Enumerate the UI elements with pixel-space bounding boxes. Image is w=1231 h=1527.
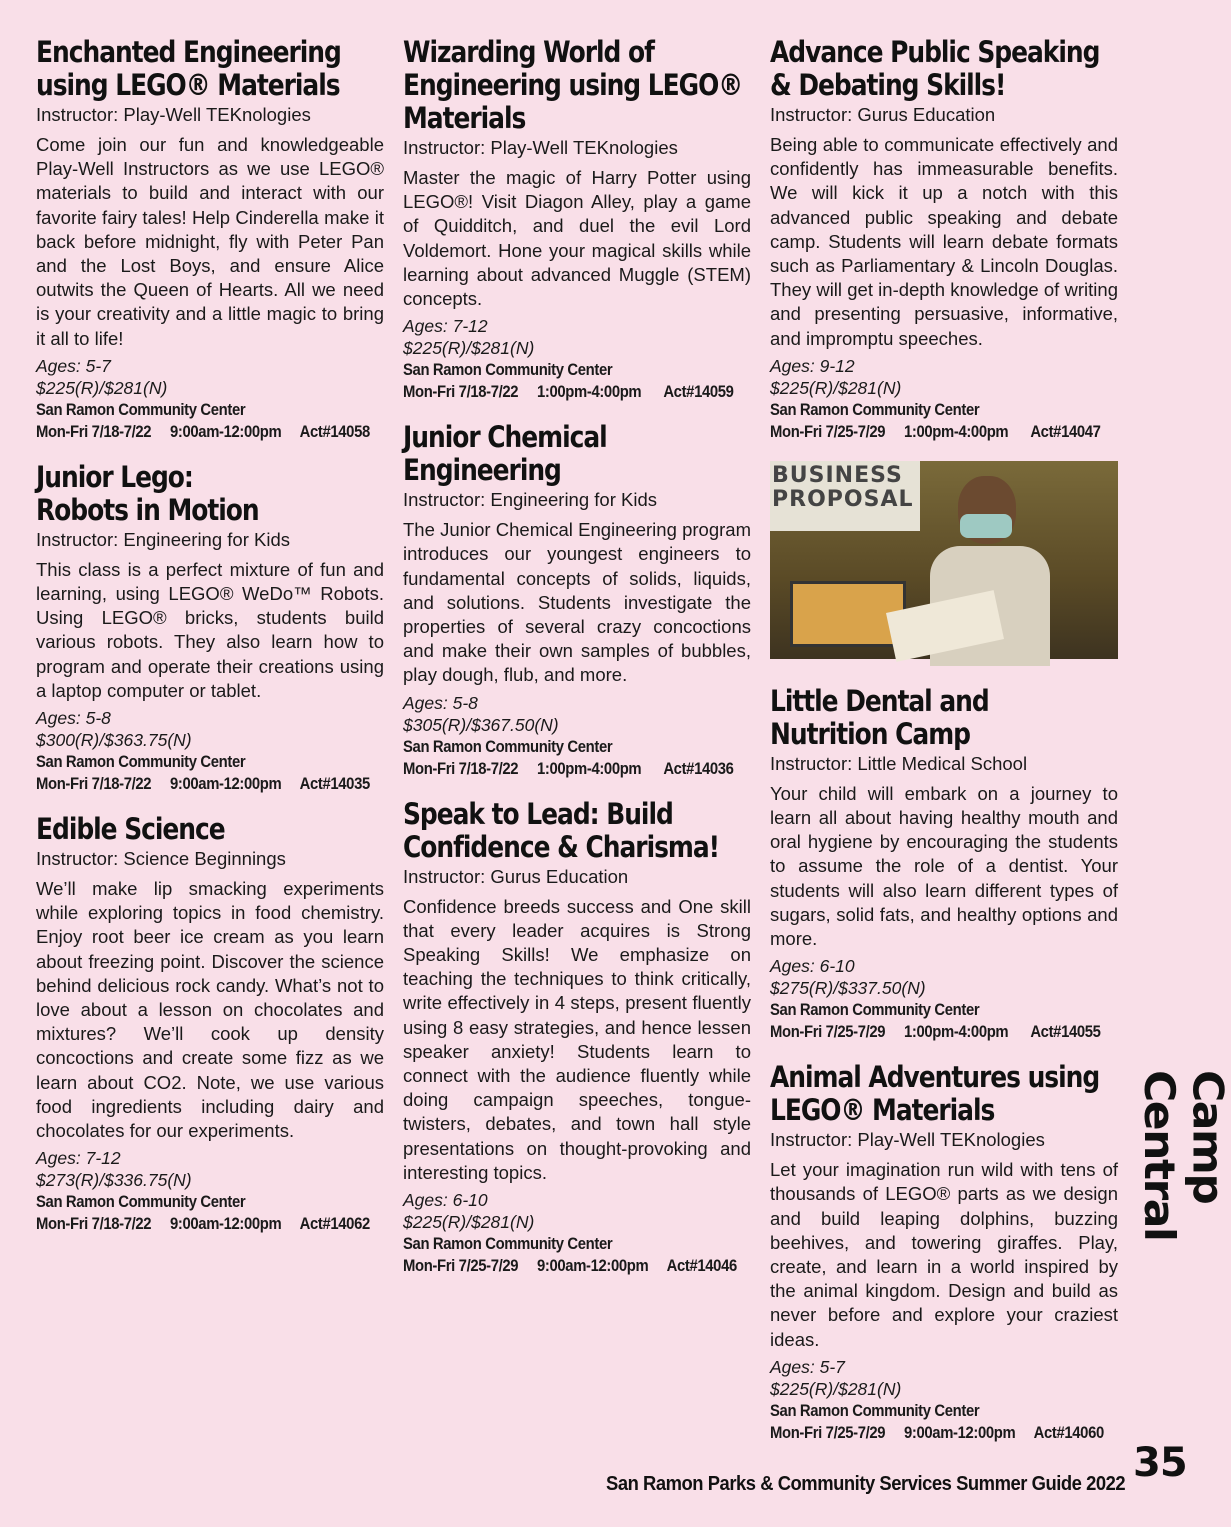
speech-photo: [770, 461, 1118, 659]
course-schedule: Mon-Fri 7/18-7/22 1:00pm-4:00pm Act#14059: [403, 383, 734, 402]
course-location: San Ramon Community Center: [403, 361, 613, 380]
course-price: $273(R)/$336.75(N): [36, 1170, 192, 1191]
course-title-line: Engineering using LEGO®: [403, 68, 743, 102]
sign-board: [770, 461, 920, 531]
course-location: San Ramon Community Center: [770, 1001, 980, 1020]
page-number: 35: [1133, 1440, 1187, 1486]
course-listing: [403, 36, 751, 403]
course-title-line: Advance Public Speaking: [770, 35, 1100, 69]
course-title: [403, 36, 750, 135]
course-location: San Ramon Community Center: [770, 400, 980, 419]
course-title-line: Materials: [403, 101, 526, 135]
footer-text: San Ramon Parks & Community Services Summer Guide 2022: [606, 1473, 1126, 1495]
course-listing: [36, 813, 384, 1235]
course-description: Confidence breeds success and One skill that every leader acquires is Strong Speaking Skills! We emphasize on teaching the techniques to think critically, write effectively in 4 steps, present fluently using 8 easy strategies, and hence lessen speaker anxiety! Students learn to connect with the audience fluently while doing campaign speeches, tongue-twisters, debates, and town hall style presentations on thought-provoking and interesting topics.: [403, 895, 751, 1183]
course-title-line: Junior Chemical: [403, 420, 607, 455]
course-schedule: Mon-Fri 7/18-7/22 9:00am-12:00pm Act#14062: [36, 1215, 370, 1234]
column-2: [403, 36, 751, 1295]
course-listing: [36, 36, 384, 443]
course-ages: Ages: 9-12: [770, 355, 855, 376]
course-location: San Ramon Community Center: [36, 753, 246, 772]
course-instructor: Instructor: Gurus Education: [403, 865, 629, 887]
course-listing: [770, 1061, 1118, 1444]
course-description: We’ll make lip smacking experiments while exploring topics in food chemistry. Enjoy root beer ice cream as you learn about freezing point. Discover the science behind delicious rock candy. What’s not to love about a lesson on chocolates and mixtures? We’ll cook up density concoctions and create some fizz as we learn about CO2. Note, we use various food ingredients including dairy and chocolates for our experiments.: [36, 878, 384, 1142]
course-price: $225(R)/$281(N): [770, 1378, 902, 1399]
course-location: San Ramon Community Center: [36, 1193, 246, 1212]
course-price: $225(R)/$281(N): [770, 377, 902, 398]
course-ages: Ages: 6-10: [770, 956, 855, 977]
course-description: Master the magic of Harry Potter using LEGO®! Visit Diagon Alley, play a game of Quidditch, and duel the evil Lord Voldemort. Hone your magical skills while learning about advanced Muggle (STEM) concepts.: [403, 167, 751, 310]
side-tab: [1132, 1070, 1231, 1370]
course-schedule: Mon-Fri 7/18-7/22 9:00am-12:00pm Act#14058: [36, 422, 370, 441]
course-title: [36, 36, 383, 102]
course-title-line: Little Dental and: [770, 683, 989, 718]
course-location: San Ramon Community Center: [770, 1401, 980, 1420]
course-title-line: using LEGO® Materials: [36, 68, 340, 102]
course-title-line: LEGO® Materials: [770, 1093, 995, 1128]
course-title: [770, 36, 1117, 102]
course-ages: Ages: 5-7: [36, 355, 111, 376]
course-instructor: Instructor: Engineering for Kids: [36, 528, 290, 550]
course-description: Come join our fun and knowledgeable Play-Well Instructors as we use LEGO® materials to build and interact with our favorite fairy tales! Help Cinderella make it back before midnight, fly with Peter Pan and the Lost Boys, and ensure Alice outwits the Queen of Hearts. All we need is your creativity and a little magic to bring it all to life!: [36, 134, 384, 349]
side-tab-label: Camp Central: [1134, 1070, 1231, 1241]
course-title: [36, 461, 383, 527]
course-instructor: Instructor: Play-Well TEKnologies: [770, 1129, 1045, 1151]
course-description: This class is a perfect mixture of fun and learning, using LEGO® WeDo™ Robots. Using LEGO® bricks, students build various robots. They also learn how to program and operate their creations using a laptop computer or tablet.: [36, 558, 384, 701]
sign-line-2: PROPOSAL: [772, 486, 914, 512]
course-title-line: Speak to Lead: Build: [403, 796, 673, 831]
course-title-line: Animal Adventures using: [770, 1060, 1100, 1095]
course-title-line: Edible Science: [36, 812, 225, 847]
course-ages: Ages: 6-10: [403, 1190, 488, 1211]
course-description: Let your imagination run wild with tens of thousands of LEGO® parts as we design and build leaping dolphins, buzzing beehives, and towering giraffes. Play, create, and learn in a world inspired by the animal kingdom. Design and build as never before and explore your craziest ideas.: [770, 1159, 1118, 1350]
course-location: San Ramon Community Center: [403, 1235, 613, 1254]
course-description: The Junior Chemical Engineering program introduces our youngest engineers to fundamental concepts of solids, liquids, and solutions. Students investigate the properties of several crazy concoctions and make their own samples of bubbles, play dough, flub, and more.: [403, 519, 751, 686]
course-ages: Ages: 5-7: [770, 1356, 845, 1377]
course-price: $225(R)/$281(N): [36, 377, 168, 398]
course-price: $225(R)/$281(N): [403, 338, 535, 359]
course-location: San Ramon Community Center: [403, 737, 613, 756]
course-instructor: Instructor: Play-Well TEKnologies: [403, 137, 678, 158]
course-title-line: Robots in Motion: [36, 492, 259, 527]
course-price: $300(R)/$363.75(N): [36, 730, 192, 751]
course-listing: [770, 36, 1118, 443]
course-ages: Ages: 5-8: [403, 692, 478, 713]
sign-line-1: BUSINESS: [772, 462, 903, 488]
course-title-line: Wizarding World of: [403, 35, 654, 69]
course-instructor: Instructor: Play-Well TEKnologies: [36, 104, 311, 125]
course-title: [770, 685, 1117, 751]
course-title: [770, 1061, 1117, 1127]
course-ages: Ages: 7-12: [403, 316, 488, 337]
course-instructor: Instructor: Science Beginnings: [36, 848, 286, 870]
course-instructor: Instructor: Little Medical School: [770, 752, 1028, 774]
course-title: [403, 798, 750, 864]
course-price: $275(R)/$337.50(N): [770, 978, 926, 999]
course-location: San Ramon Community Center: [36, 400, 246, 419]
course-description: Your child will embark on a journey to learn all about having healthy mouth and oral hygiene by encouraging the students to assume the role of a dentist. Your students will also learn different types of sugars, solid fats, and healthy options and more.: [770, 782, 1118, 950]
course-title-line: Nutrition Camp: [770, 716, 970, 751]
column-1: [36, 36, 384, 1253]
course-ages: Ages: 7-12: [36, 1148, 121, 1169]
course-title: [36, 813, 383, 846]
course-listing: [403, 421, 751, 779]
course-title-line: Junior Lego:: [36, 459, 193, 494]
course-instructor: Instructor: Engineering for Kids: [403, 489, 657, 511]
course-schedule: Mon-Fri 7/18-7/22 9:00am-12:00pm Act#14035: [36, 775, 370, 794]
course-listing: [770, 685, 1118, 1043]
course-listing: [36, 461, 384, 795]
course-price: $225(R)/$281(N): [403, 1212, 535, 1233]
course-title-line: & Debating Skills!: [770, 68, 1006, 102]
column-3: [770, 36, 1118, 1462]
course-listing: [403, 798, 751, 1277]
course-title-line: Enchanted Engineering: [36, 35, 341, 69]
course-schedule: Mon-Fri 7/18-7/22 1:00pm-4:00pm Act#14036: [403, 759, 734, 778]
course-schedule: Mon-Fri 7/25-7/29 1:00pm-4:00pm Act#14047: [770, 422, 1101, 441]
course-description: Being able to communicate effectively and confidently has immeasurable benefits. We will kick it up a notch with this advanced public speaking and debate camp. Students will learn debate formats such as Parliamentary & Lincoln Douglas. They will get in-depth knowledge of writing and presenting persuasive, informative, and impromptu speeches.: [770, 134, 1118, 349]
course-schedule: Mon-Fri 7/25-7/29 1:00pm-4:00pm Act#14055: [770, 1023, 1101, 1042]
course-title: [403, 421, 750, 487]
course-instructor: Instructor: Gurus Education: [770, 104, 996, 125]
course-title-line: Engineering: [403, 453, 561, 488]
course-schedule: Mon-Fri 7/25-7/29 9:00am-12:00pm Act#14060: [770, 1423, 1104, 1442]
course-schedule: Mon-Fri 7/25-7/29 9:00am-12:00pm Act#14046: [403, 1257, 737, 1276]
course-price: $305(R)/$367.50(N): [403, 714, 559, 735]
course-ages: Ages: 5-8: [36, 708, 111, 729]
course-title-line: Confidence & Charisma!: [403, 829, 719, 864]
